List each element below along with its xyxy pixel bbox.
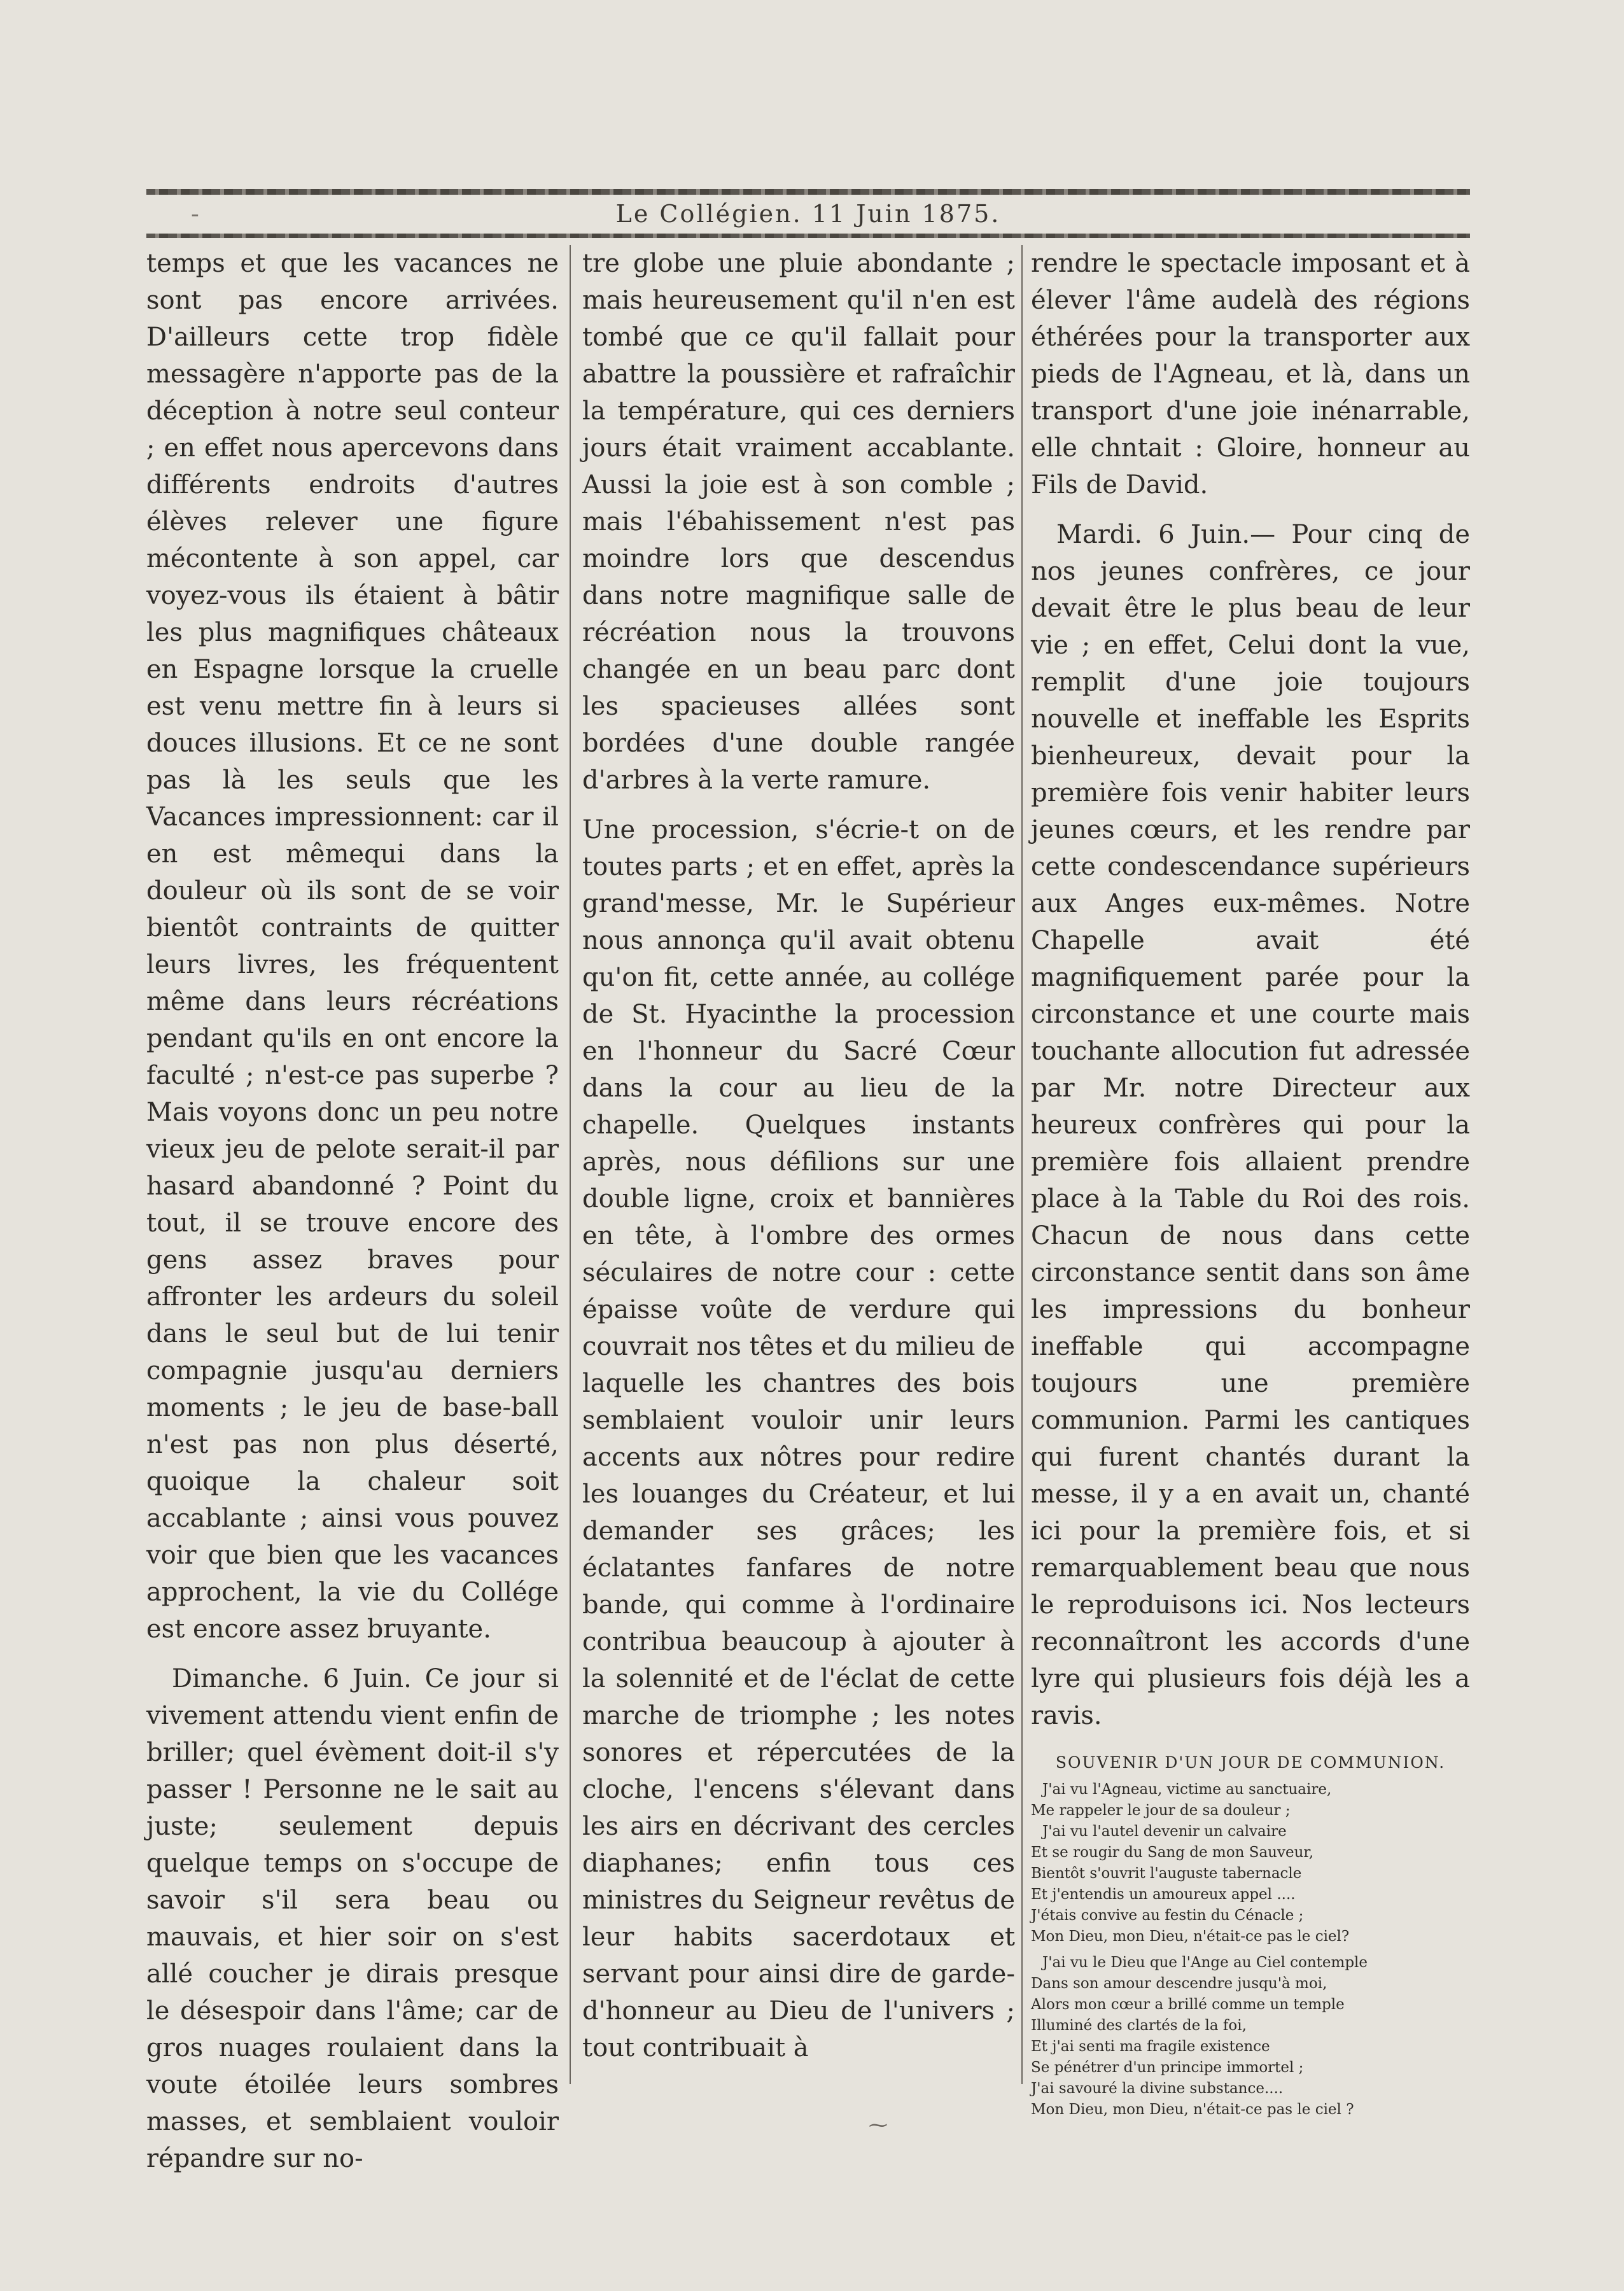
header-rule-top [146,189,1470,195]
column-1 [146,245,559,2190]
col3-paragraph-2: Mardi. 6 Juin.— Pour cinq de nos jeunes confrères, ce jour devait être le plus beau de leur vie ; en effet, Celui dont la vue, remplit d'une joie toujours nouvelle et ineffable les Esprits bienheureux, devait pour la première fois venir habiter leurs jeunes cœurs, et les rendre par cette condescendance supérieurs aux Anges eux-mêmes. Notre Chapelle avait été magnifiquement parée pour la circonstance et une courte mais touchante allocution fut adressée par Mr. notre Directeur aux heureux confrères qui pour la première fois allaient prendre place à la Table du Roi des rois. Chacun de nous dans cette circonstance sentit dans son âme les impressions du bonheur ineffable qui accompagne toujours une première communion. Parmi les cantiques qui furent chantés durant la messe, il y a en avait un, chanté ici pour la première fois, et si remarquablement beau que nous le reproduisons ici. Nos lecteurs reconnaîtront les accords d'une lyre qui plusieurs fois déjà les a ravis. [1031,520,1470,1730]
header-dash: - [191,200,201,228]
poem-line: Illuminé des clartés de la foi, [1031,2017,1247,2034]
col1-paragraph-1: temps et que les vacances ne sont pas encore arrivées. D'ailleurs cette trop fidèle messagère n'apporte pas de la déception à notre seul conteur ; en effet nous apercevons dans différents endroits d'autres élèves relever une figure mécontente à son appel, car voyez-vous ils étaient à bâtir les plus magnifiques châteaux en Espagne lorsque la cruelle est venu mettre fin à leurs si douces illusions. Et ce ne sont pas là les seuls que les Vacances impressionnent: car il en est mêmequi dans la douleur où ils sont de se voir bientôt contraints de quitter leurs livres, les fréquentent même dans leurs récréations pendant qu'ils en ont encore la faculté ; n'est-ce pas superbe ? Mais voyons donc un peu notre vieux jeu de pelote serait-il par hasard abandonné ? Point du tout, il se trouve encore des gens assez braves pour affronter les ardeurs du soleil dans le seul but de lui tenir compagnie jusqu'au derniers moments ; le jeu de base-ball n'est pas non plus déserté, quoique la chaleur soit accablante ; ainsi vous pouvez voir que bien que les vacances approchent, la vie du Collége est encore assez bruyante. [146,249,559,1644]
column-2 [582,245,1015,2079]
poem-stanza-2 [1031,1952,1470,2120]
poem [1031,1752,1470,2120]
col3-paragraph-1: rendre le spectacle imposant et à élever l'âme audelà des régions éthérées pour la transporter aux pieds de l'Agneau, et là, dans un transport d'une joie inénarrable, elle chntait : Gloire, honneur au Fils de David. [1031,249,1470,500]
column-divider-2 [1021,245,1023,2084]
poem-line: Et se rougir du Sang de mon Sauveur, [1031,1844,1314,1861]
poem-line: J'ai savouré la divine substance.... [1031,2080,1284,2097]
poem-line: Alors mon cœur a brillé comme un temple [1031,1996,1345,2013]
header-title: Le Collégien. 11 Juin 1875. [615,200,1001,228]
page-header [146,196,1470,232]
poem-line: Se pénétrer d'un principe immortel ; [1031,2059,1304,2076]
poem-line: Dans son amour descendre jusqu'à moi, [1031,1975,1327,1992]
poem-line: Bientôt s'ouvrit l'auguste tabernacle [1031,1865,1302,1882]
poem-line: J'étais convive au festin du Cénacle ; [1031,1907,1304,1924]
poem-line: Mon Dieu, mon Dieu, n'était-ce pas le ciel? [1031,1928,1350,1945]
poem-line: J'ai vu le Dieu que l'Ange au Ciel contemple [1042,1954,1368,1971]
poem-line: Et j'entendis un amoureux appel .... [1031,1886,1296,1903]
poem-line: J'ai vu l'Agneau, victime au sanctuaire, [1042,1781,1332,1798]
poem-line: Me rappeler le jour de sa douleur ; [1031,1802,1291,1819]
poem-line: Et j'ai senti ma fragile existence [1031,2038,1270,2055]
poem-stanza-1 [1031,1779,1470,1947]
poem-line: J'ai vu l'autel devenir un calvaire [1042,1823,1287,1840]
col1-paragraph-2: Dimanche. 6 Juin. Ce jour si vivement attendu vient enfin de briller; quel évèment doit-il s'y passer ! Personne ne le sait au juste; seulement depuis quelque temps on s'occupe de savoir s'il sera beau ou mauvais, et hier soir on s'est allé coucher je dirais presque le désespoir dans l'âme; car de gros nuages roulaient dans la voute étoilée leurs sombres masses, et semblaient vouloir répandre sur no- [146,1664,559,2173]
column-3 [1031,245,1470,2126]
header-rule-bottom [146,234,1470,238]
footer-mark: ⁓ [869,2114,888,2136]
poem-line: Mon Dieu, mon Dieu, n'était-ce pas le ciel ? [1031,2101,1354,2118]
column-divider-1 [570,245,571,2084]
col2-paragraph-2: Une procession, s'écrie-t on de toutes parts ; et en effet, après la grand'messe, Mr. le Supérieur nous annonça qu'il avait obtenu qu'on fit, cette année, au collége de St. Hyacinthe la procession en l'honneur du Sacré Cœur dans la cour au lieu de la chapelle. Quelques instants après, nous défilions sur une double ligne, croix et bannières en tête, à l'ombre des ormes séculaires de notre cour : cette épaisse voûte de verdure qui couvrait nos têtes et du milieu de laquelle les chantres des bois semblaient vouloir unir leurs accents aux nôtres pour redire les louanges du Créateur, et lui demander ses grâces; les éclatantes fanfares de notre bande, qui comme à l'ordinaire contribua beaucoup à ajouter à la solennité et de l'éclat de cette marche de triomphe ; les notes sonores et répercutées de la cloche, l'encens s'élevant dans les airs en décrivant des cercles diaphanes; enfin tous ces ministres du Seigneur revêtus de leur habits sacerdotaux et servant pour ainsi dire de garde-d'honneur au Dieu de l'univers ; tout contribuait à [582,815,1015,2063]
col2-paragraph-1: tre globe une pluie abondante ; mais heureusement qu'il n'en est tombé que ce qu'il fallait pour abattre la poussière et rafraîchir la température, qui ces derniers jours était vraiment accablante. Aussi la joie est à son comble ; mais l'ébahissement n'est pas moindre lors que descendus dans notre magnifique salle de récréation nous la trouvons changée en un beau parc dont les spacieuses allées sont bordées d'une double rangée d'arbres à la verte ramure. [582,249,1015,795]
poem-title: SOUVENIR D'UN JOUR DE COMMUNION. [1055,1753,1446,1772]
